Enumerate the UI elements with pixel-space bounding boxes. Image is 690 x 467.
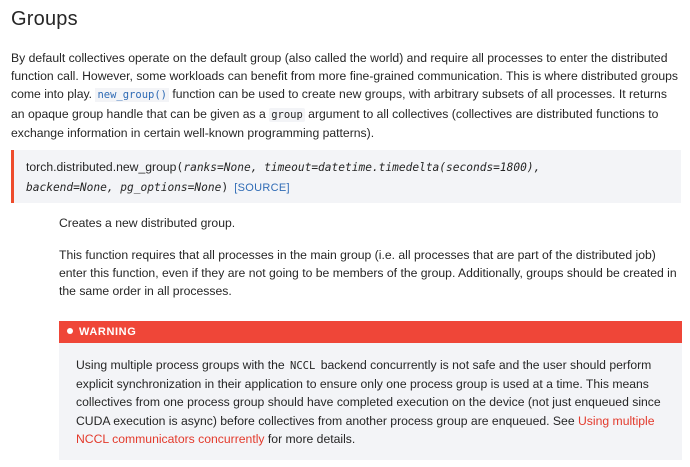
intro-text-2: function can be used to create new groups, with arbitrary subsets of all processes. It returns an opaque group handle that can be given as a <box>11 87 667 121</box>
new-group-link[interactable] <box>95 87 169 101</box>
warning-text-3: for more details. <box>264 431 356 446</box>
signature-line-1 <box>26 158 671 178</box>
section-title: Groups <box>11 8 78 30</box>
nccl-code: NCCL <box>290 360 316 372</box>
summary-text: Creates a new distributed group. <box>59 216 236 230</box>
signature-line-2 <box>26 178 671 198</box>
warning-box <box>59 321 682 460</box>
close-paren: ) <box>221 179 229 194</box>
signature-params-1: ranks=None, timeout=datetime.timedelta(seconds=1800), <box>183 161 541 174</box>
warning-bullet-icon <box>67 328 73 334</box>
open-paren: ( <box>176 160 184 174</box>
warning-body <box>59 343 682 448</box>
signature-params-2: backend=None, pg_options=None <box>26 180 222 194</box>
group-code: group <box>271 108 303 121</box>
warning-text-2: backend concurrently is not safe and the user should perform explicit synchronization in their application to ensure only one process group is used at a time. This means collectives from one process group should have completed execution on the device (not just enqueued since CUDA execution is async) before collectives from another process group are enqueued. See <box>76 358 661 428</box>
warning-header <box>59 321 682 343</box>
intro-text-3: argument to all collectives (collectives are distributed functions to exchange information in certain well-known programming patterns). <box>11 106 659 140</box>
source-link[interactable]: [SOURCE] <box>234 181 290 194</box>
intro-text-1: By default collectives operate on the default group (also called the world) and require all processes to enter the distributed function call. However, some workloads can benefit from more fine-grained communication. This is where distributed groups come into play. <box>11 51 679 102</box>
new-group-code: new_group() <box>97 89 167 102</box>
intro-paragraph <box>11 49 683 142</box>
function-signature <box>11 150 681 203</box>
warning-label: WARNING <box>79 326 137 338</box>
detail-text: This function requires that all processes in the main group (i.e. all processes that are part of the distributed job) enter this function, even if they are not going to be members of the group. Additionally, groups should be created in the same order in all processes. <box>59 248 677 299</box>
warning-text-1: Using multiple process groups with the <box>76 358 289 372</box>
nccl-communicators-link[interactable]: Using multiple NCCL communicators concurrently <box>76 413 655 446</box>
function-name: torch.distributed.new_group <box>26 160 177 174</box>
